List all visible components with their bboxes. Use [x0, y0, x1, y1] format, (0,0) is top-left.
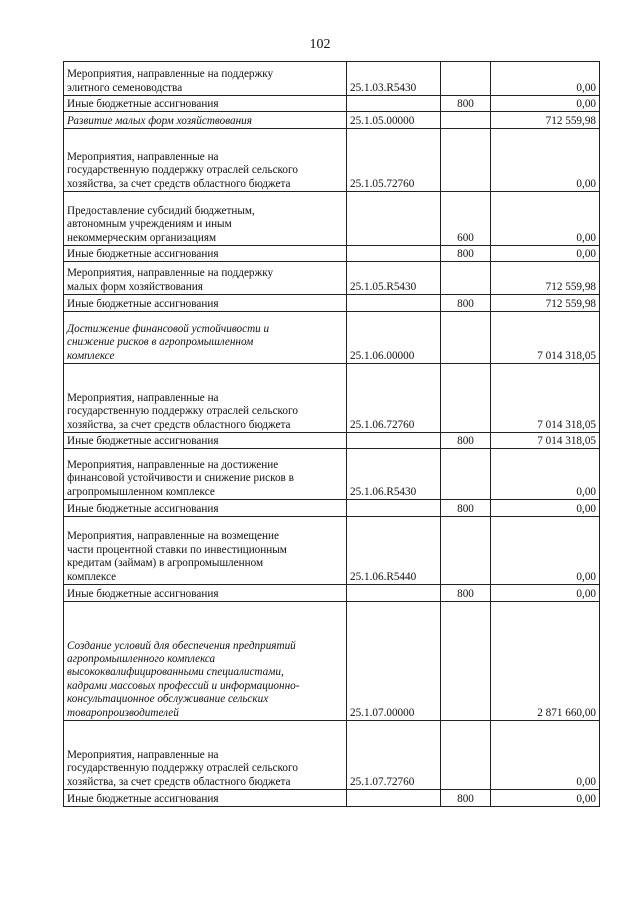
target-code-cell: 25.1.05.R5430 [347, 262, 441, 295]
table-row [64, 449, 600, 500]
row-name-cell: Мероприятия, направленные на государственную поддержку отраслей сельского хозяйства, за счет средств областного бюджета [64, 721, 347, 790]
row-name-cell: Предоставление субсидий бюджетным, автономным учреждениям и иным некоммерческим организациям [64, 192, 347, 246]
row-name-cell: Иные бюджетные ассигнования [64, 433, 347, 449]
row-name-cell: Мероприятия, направленные на возмещение части процентной ставки по инвестиционным кредитам (займам) в агропромышленном комплексе [64, 517, 347, 585]
amount-cell: 0,00 [491, 517, 600, 585]
target-code-cell [347, 500, 441, 517]
target-code-cell [347, 295, 441, 312]
target-code-cell: 25.1.06.R5440 [347, 517, 441, 585]
row-name-cell: Иные бюджетные ассигнования [64, 295, 347, 312]
expense-type-cell: 800 [441, 500, 491, 517]
row-name-cell: Иные бюджетные ассигнования [64, 585, 347, 602]
row-name-cell: Мероприятия, направленные на государственную поддержку отраслей сельского хозяйства, за счет средств областного бюджета [64, 129, 347, 192]
row-name-cell: Создание условий для обеспечения предприятий агропромышленного комплекса высококвалифицированными специалистами, кадрами массовых профессий и информационно- консультационное обслуживание сельских товаропроизводителей [64, 602, 347, 721]
expense-type-cell: 800 [441, 790, 491, 807]
expense-type-cell: 800 [441, 585, 491, 602]
target-code-cell: 25.1.06.72760 [347, 364, 441, 433]
row-name-cell: Иные бюджетные ассигнования [64, 500, 347, 517]
target-code-cell: 25.1.03.R5430 [347, 62, 441, 96]
amount-cell: 0,00 [491, 192, 600, 246]
amount-cell: 0,00 [491, 246, 600, 262]
amount-cell: 7 014 318,05 [491, 364, 600, 433]
target-code-cell [347, 246, 441, 262]
target-code-cell [347, 585, 441, 602]
row-name-cell: Развитие малых форм хозяйствования [64, 112, 347, 129]
budget-table-body [64, 62, 600, 807]
expense-type-cell [441, 129, 491, 192]
expense-type-cell: 800 [441, 246, 491, 262]
target-code-cell: 25.1.05.00000 [347, 112, 441, 129]
expense-type-cell [441, 449, 491, 500]
target-code-cell: 25.1.06.R5430 [347, 449, 441, 500]
target-code-cell [347, 790, 441, 807]
amount-cell: 7 014 318,05 [491, 433, 600, 449]
table-row [64, 433, 600, 449]
page-number: 102 [309, 37, 331, 52]
target-code-cell: 25.1.07.72760 [347, 721, 441, 790]
amount-cell: 0,00 [491, 62, 600, 96]
table-row [64, 262, 600, 295]
amount-cell: 2 871 660,00 [491, 602, 600, 721]
table-row [64, 295, 600, 312]
expense-type-cell: 800 [441, 96, 491, 112]
target-code-cell: 25.1.07.00000 [347, 602, 441, 721]
expense-type-cell: 800 [441, 295, 491, 312]
table-row [64, 721, 600, 790]
amount-cell: 0,00 [491, 585, 600, 602]
expense-type-cell [441, 364, 491, 433]
target-code-cell [347, 96, 441, 112]
amount-cell: 712 559,98 [491, 112, 600, 129]
table-row [64, 129, 600, 192]
amount-cell: 7 014 318,05 [491, 312, 600, 364]
table-row [64, 246, 600, 262]
amount-cell: 0,00 [491, 721, 600, 790]
row-name-cell: Иные бюджетные ассигнования [64, 96, 347, 112]
table-row [64, 790, 600, 807]
table-row [64, 364, 600, 433]
amount-cell: 0,00 [491, 96, 600, 112]
table-row [64, 602, 600, 721]
table-row [64, 312, 600, 364]
target-code-cell: 25.1.06.00000 [347, 312, 441, 364]
row-name-cell: Мероприятия, направленные на поддержку элитного семеноводства [64, 62, 347, 96]
table-row [64, 112, 600, 129]
amount-cell: 0,00 [491, 790, 600, 807]
row-name-cell: Мероприятия, направленные на государственную поддержку отраслей сельского хозяйства, за счет средств областного бюджета [64, 364, 347, 433]
amount-cell: 712 559,98 [491, 295, 600, 312]
expense-type-cell [441, 721, 491, 790]
table-row [64, 585, 600, 602]
budget-table [63, 61, 600, 807]
expense-type-cell: 600 [441, 192, 491, 246]
table-row [64, 96, 600, 112]
row-name-cell: Мероприятия, направленные на поддержку малых форм хозяйствования [64, 262, 347, 295]
amount-cell: 712 559,98 [491, 262, 600, 295]
expense-type-cell [441, 262, 491, 295]
target-code-cell: 25.1.05.72760 [347, 129, 441, 192]
amount-cell: 0,00 [491, 500, 600, 517]
expense-type-cell [441, 602, 491, 721]
table-row [64, 62, 600, 96]
expense-type-cell [441, 312, 491, 364]
target-code-cell [347, 192, 441, 246]
expense-type-cell [441, 62, 491, 96]
row-name-cell: Иные бюджетные ассигнования [64, 790, 347, 807]
table-row [64, 500, 600, 517]
expense-type-cell [441, 112, 491, 129]
row-name-cell: Достижение финансовой устойчивости и снижение рисков в агропромышленном комплексе [64, 312, 347, 364]
expense-type-cell [441, 517, 491, 585]
table-row [64, 192, 600, 246]
expense-type-cell: 800 [441, 433, 491, 449]
amount-cell: 0,00 [491, 129, 600, 192]
amount-cell: 0,00 [491, 449, 600, 500]
row-name-cell: Иные бюджетные ассигнования [64, 246, 347, 262]
target-code-cell [347, 433, 441, 449]
table-row [64, 517, 600, 585]
row-name-cell: Мероприятия, направленные на достижение финансовой устойчивости и снижение рисков в агропромышленном комплексе [64, 449, 347, 500]
